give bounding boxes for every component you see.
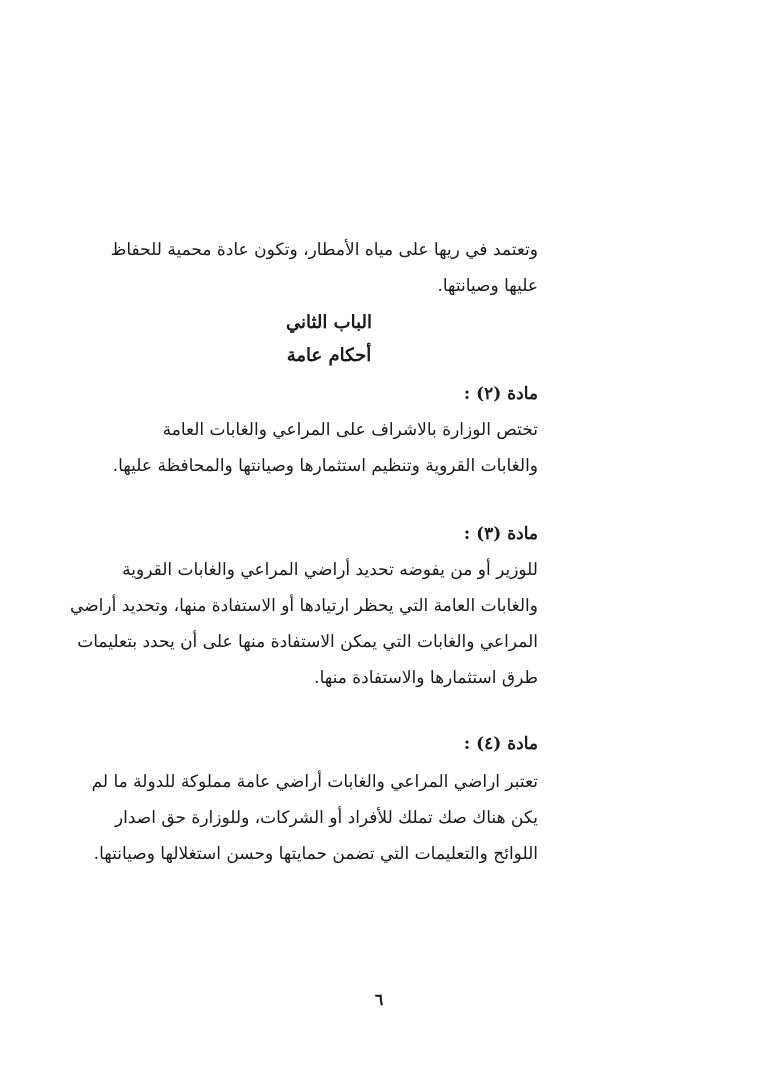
page-number: ٦ bbox=[374, 990, 384, 1009]
paragraph-line: تعتبر اراضي المراعي والغابات أراضي عامة مملوكة للدولة ما لم bbox=[91, 772, 538, 792]
paragraph-line: للوزير أو من يفوضه تحديد أراضي المراعي والغابات القروية bbox=[122, 560, 538, 580]
paragraph-line: يكن هناك صك تملك للأفراد أو الشركات، وللوزارة حق اصدار bbox=[114, 808, 538, 828]
paragraph-line: والغابات العامة التي يحظر ارتيادها أو الاستفادة منها، وتحديد أراضي bbox=[70, 596, 538, 616]
paragraph-line: اللوائح والتعليمات التي تضمن حمايتها وحسن استغلالها وصيانتها. bbox=[93, 844, 538, 864]
article-body bbox=[91, 764, 538, 872]
paragraph-line: والغابات القروية وتنظيم استثمارها وصيانتها والمحافظة عليها. bbox=[112, 456, 538, 476]
article-title: مادة (٢) : bbox=[463, 384, 538, 404]
article-body bbox=[112, 412, 538, 484]
chapter-subtitle: أحكام عامة bbox=[286, 345, 372, 366]
article-title: مادة (٣) : bbox=[463, 524, 538, 544]
article-body bbox=[70, 552, 538, 696]
paragraph-line: وتعتمد في ريها على مياه الأمطار، وتكون عادة محمية للحفاظ bbox=[110, 240, 538, 260]
paragraph-line: عليها وصيانتها. bbox=[437, 276, 538, 296]
paragraph-line: تختص الوزارة بالاشراف على المراعي والغابات العامة bbox=[162, 420, 538, 440]
intro-paragraph bbox=[110, 232, 538, 304]
chapter-title: الباب الثاني bbox=[285, 312, 373, 333]
article-title: مادة (٤) : bbox=[463, 734, 538, 754]
paragraph-line: المراعي والغابات التي يمكن الاستفادة منها على أن يحدد بتعليمات bbox=[77, 632, 538, 652]
paragraph-line: طرق استثمارها والاستفادة منها. bbox=[314, 668, 538, 688]
